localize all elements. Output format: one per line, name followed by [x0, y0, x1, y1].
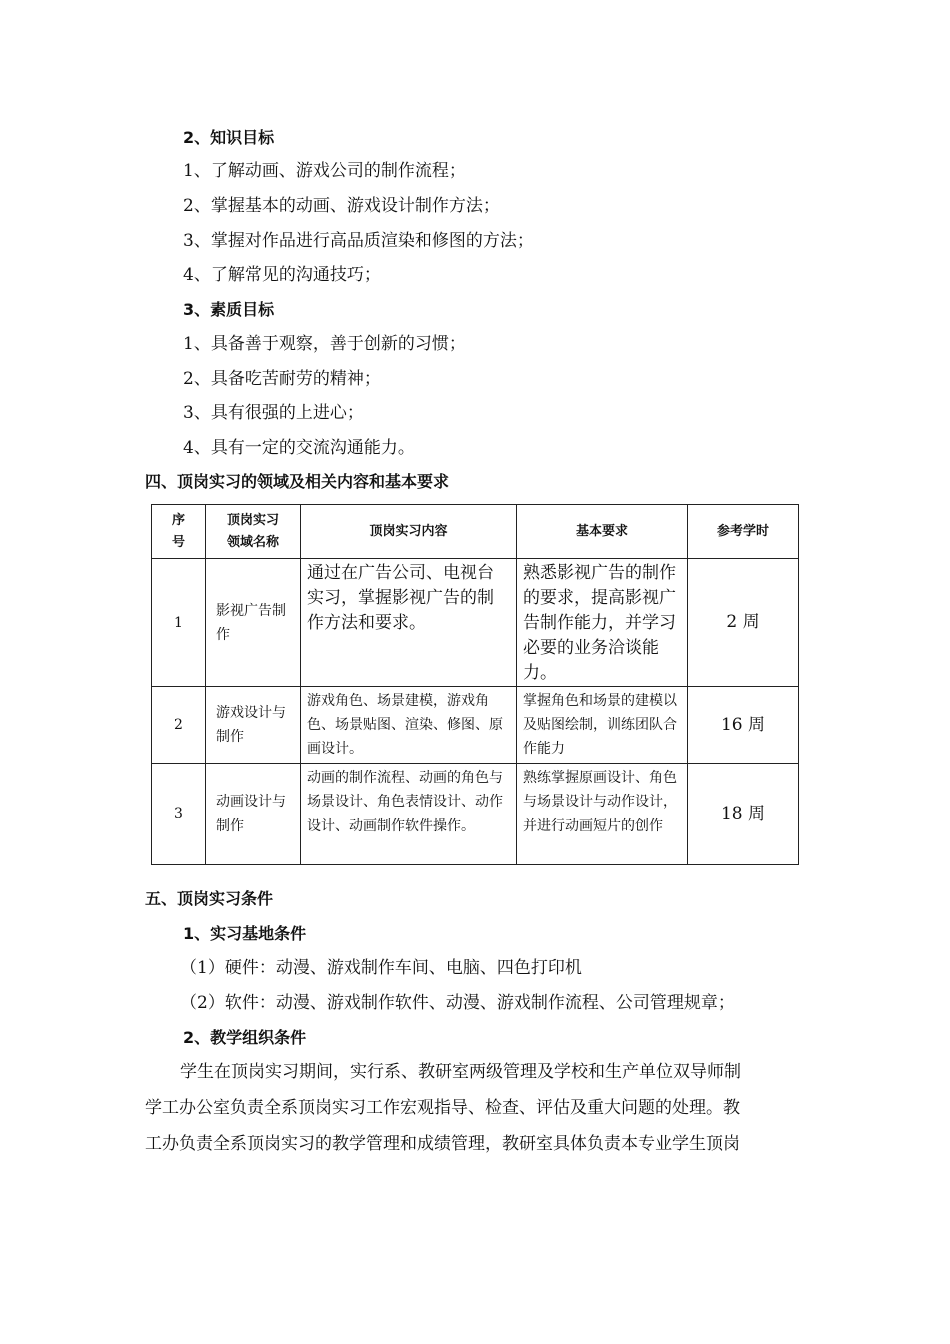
table-row: [152, 559, 799, 687]
org-heading: 2、教学组织条件: [183, 1028, 307, 1047]
row-content: 动画的制作流程、动画的角色与场景设计、角色表情设计、动作设计、动画制作软件操作。: [301, 764, 517, 865]
base-item: （1）硬件：动漫、游戏制作车间、电脑、四色打印机: [180, 958, 582, 978]
knowledge-item: 2、掌握基本的动画、游戏设计制作方法；: [183, 196, 500, 216]
org-paragraph-line: 学生在顶岗实习期间，实行系、教研室两级管理及学校和生产单位双导师制: [180, 1062, 741, 1082]
quality-heading: 3、素质目标: [183, 300, 275, 319]
knowledge-item: 1、了解动画、游戏公司的制作流程；: [183, 161, 466, 181]
header-no: 序号: [152, 505, 206, 559]
row-requirement: 熟练掌握原画设计、角色与场景设计与动作设计，并进行动画短片的创作: [517, 764, 688, 865]
row-no: 3: [152, 764, 206, 865]
row-no: 1: [152, 559, 206, 687]
knowledge-item: 4、了解常见的沟通技巧；: [183, 265, 381, 285]
section4-heading: 四、顶岗实习的领域及相关内容和基本要求: [145, 472, 450, 491]
knowledge-heading: 2、知识目标: [183, 128, 275, 147]
table-header-row: [152, 505, 799, 559]
row-name: 动画设计与制作: [206, 764, 301, 865]
internship-table: [151, 504, 799, 865]
row-requirement: 掌握角色和场景的建模以及贴图绘制，训练团队合作能力: [517, 687, 688, 764]
base-item: （2）软件：动漫、游戏制作软件、动漫、游戏制作流程、公司管理规章；: [180, 993, 735, 1013]
header-content: 顶岗实习内容: [301, 505, 517, 559]
row-content: 通过在广告公司、电视台实习，掌握影视广告的制作方法和要求。: [301, 559, 517, 687]
org-paragraph-line: 学工办公室负责全系顶岗实习工作宏观指导、检查、评估及重大问题的处理。教: [145, 1098, 740, 1118]
row-content: 游戏角色、场景建模，游戏角色、场景贴图、渲染、修图、原画设计。: [301, 687, 517, 764]
header-hours: 参考学时: [688, 505, 799, 559]
knowledge-item: 3、掌握对作品进行高品质渲染和修图的方法；: [183, 231, 534, 251]
quality-item: 3、具有很强的上进心；: [183, 403, 364, 423]
row-hours: 2 周: [688, 559, 799, 687]
table-row: [152, 764, 799, 865]
row-hours: 18 周: [688, 764, 799, 865]
quality-item: 1、具备善于观察，善于创新的习惯；: [183, 334, 466, 354]
row-no: 2: [152, 687, 206, 764]
quality-item: 4、具有一定的交流沟通能力。: [183, 438, 415, 458]
row-name: 游戏设计与制作: [206, 687, 301, 764]
table-row: [152, 687, 799, 764]
header-name: 顶岗实习领域名称: [206, 505, 301, 559]
base-heading: 1、实习基地条件: [183, 924, 307, 943]
row-hours: 16 周: [688, 687, 799, 764]
quality-item: 2、具备吃苦耐劳的精神；: [183, 369, 381, 389]
header-requirement: 基本要求: [517, 505, 688, 559]
row-name: 影视广告制作: [206, 559, 301, 687]
row-requirement: 熟悉影视广告的制作的要求，提高影视广告制作能力，并学习必要的业务洽谈能力。: [517, 559, 688, 687]
section5-heading: 五、顶岗实习条件: [145, 889, 274, 908]
org-paragraph-line: 工办负责全系顶岗实习的教学管理和成绩管理，教研室具体负责本专业学生顶岗: [145, 1134, 740, 1154]
